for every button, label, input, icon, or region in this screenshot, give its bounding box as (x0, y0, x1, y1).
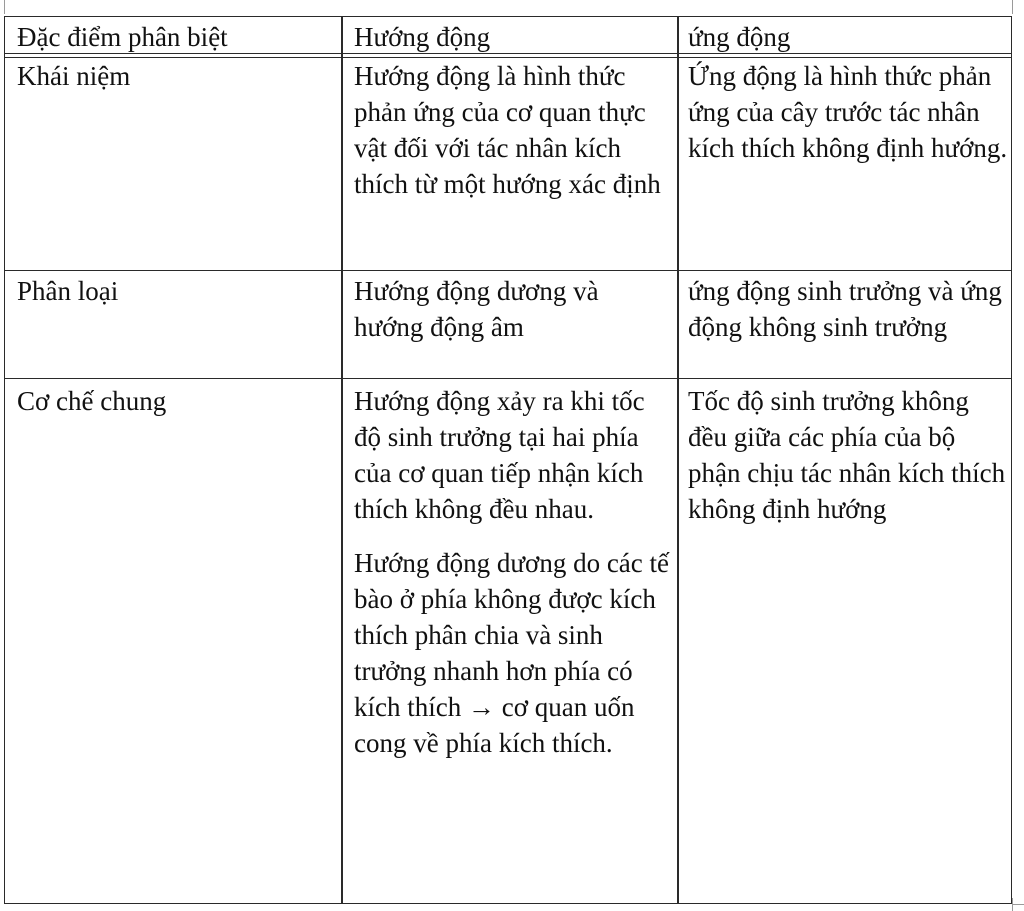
header-cell-huong-dong: Hướng động (354, 22, 491, 52)
margin-mark-top-left (4, 0, 5, 14)
cell-paragraph-2: Hướng động dương do các tế bào ở phía không được kích thích phân chia và sinh trưởng nhanh hơn phía có kích thích → cơ quan uốn cong về phía kích thích. (354, 548, 670, 758)
comparison-table (4, 16, 1012, 904)
table-row-khai-niem (5, 57, 1011, 271)
margin-mark-top-right (1012, 0, 1013, 14)
header-cell-criteria: Đặc điểm phân biệt (17, 22, 228, 52)
row-label: Phân loại (17, 276, 119, 306)
header-cell-ung-dong: ứng động (688, 22, 791, 52)
table-row-phan-loai (5, 271, 1011, 379)
cell-ung-dong: ứng động sinh trưởng và ứng động không sinh trưởng (688, 276, 1002, 342)
row-label: Cơ chế chung (17, 386, 167, 416)
row-label: Khái niệm (17, 61, 131, 91)
cell-ung-dong: Ứng động là hình thức phản ứng của cây trước tác nhân kích thích không định hướng. (688, 61, 1008, 163)
table-header-row (5, 17, 1011, 54)
table-row-co-che-chung (5, 379, 1011, 905)
cell-huong-dong: Hướng động dương và hướng động âm (354, 276, 599, 342)
cell-paragraph-1: Hướng động xảy ra khi tốc độ sinh trưởng tại hai phía của cơ quan tiếp nhận kích thích không đều nhau. (354, 386, 645, 524)
margin-mark-bottom-right-h (1012, 904, 1024, 905)
cell-ung-dong: Tốc độ sinh trưởng không đều giữa các phía của bộ phận chịu tác nhân kích thích không định hướng (688, 386, 1006, 524)
cell-huong-dong: Hướng động là hình thức phản ứng của cơ quan thực vật đối với tác nhân kích thích từ một hướng xác định (354, 61, 661, 199)
cell-huong-dong (354, 383, 672, 761)
